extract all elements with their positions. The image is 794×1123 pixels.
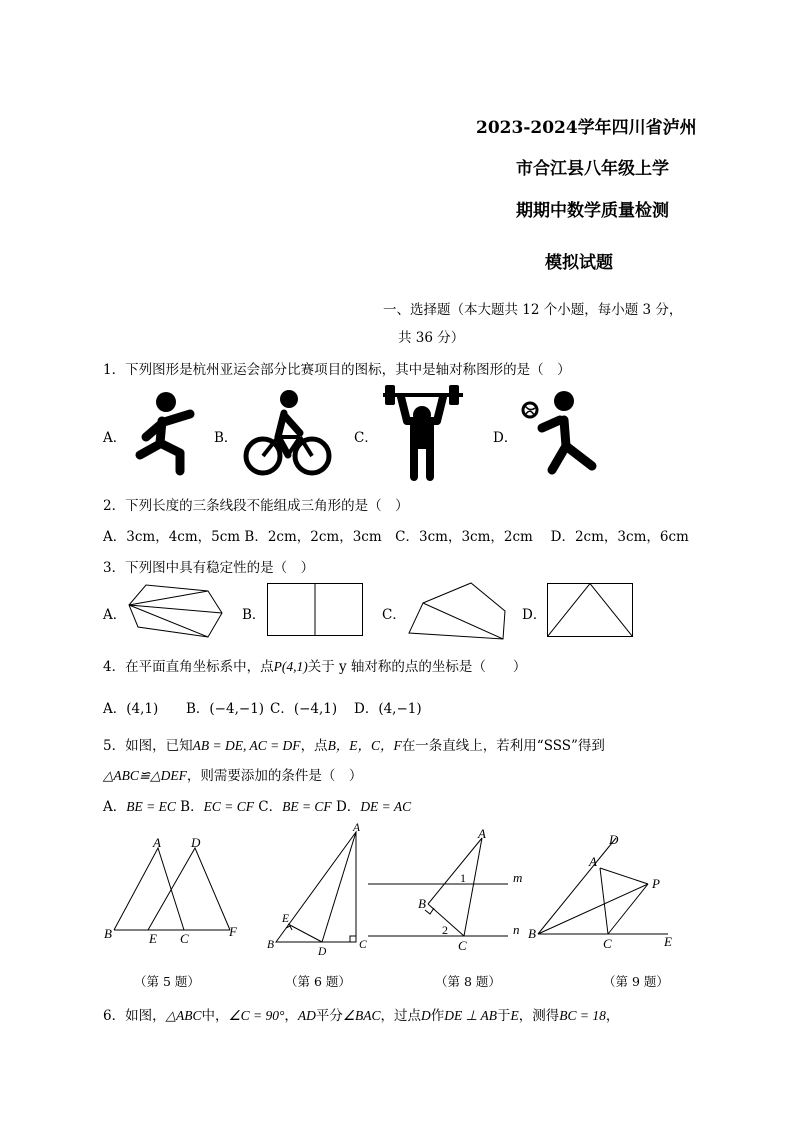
q4-point: P(4,1): [273, 659, 308, 674]
q5-options: [103, 795, 411, 815]
volleyball-icon: [520, 390, 598, 476]
q6-stem-e: ，过点: [380, 1008, 421, 1024]
q3-shape-c: [405, 581, 507, 641]
q3-label-c: C．: [382, 607, 406, 623]
fig6-label-d: D: [318, 946, 327, 958]
fig9-label-b: B: [528, 926, 536, 941]
fig5-label-f: F: [229, 924, 237, 939]
q4-stem-b: 关于 y 轴对称的点的坐标是（ ）: [307, 659, 527, 675]
fig8-angle-2: 2: [442, 923, 448, 937]
q6-ad: AD: [297, 1008, 316, 1023]
q4-option-d: D．(4,−1): [354, 701, 422, 717]
q3-stem: 3．下列图中具有稳定性的是（ ）: [103, 560, 315, 576]
q6-perpendicular: DE ⊥ AB: [444, 1008, 497, 1023]
q5-option-d-label: D．: [331, 799, 361, 815]
figure-8: [368, 826, 533, 956]
q2-options: A．3cm，4cm，5cm B．2cm，2cm，3cm C．3cm，3cm，2cm D．2cm，3cm，6cm: [103, 529, 689, 545]
q6-stem-f: 作: [430, 1008, 445, 1024]
fig8-label-c: C: [458, 938, 467, 953]
q1-label-c: C．: [354, 430, 378, 446]
q4-option-a: A．(4,1): [103, 701, 159, 717]
q5-congruence: △ABC≌△DEF: [103, 768, 187, 783]
fig5-label-b: B: [104, 926, 112, 941]
fig9-label-c: C: [603, 936, 612, 951]
q6-stem-a: 6．如图，: [103, 1008, 166, 1024]
fig8-angle-1: 1: [460, 871, 466, 885]
fig9-caption: （第 9 题）: [603, 974, 669, 989]
fig8-label-a: A: [478, 826, 486, 841]
q6-bc: BC = 18: [559, 1008, 606, 1023]
title-line-2: 市合江县八年级上学: [516, 159, 669, 179]
q5-option-a-label: A．: [103, 799, 127, 815]
q6-stem-g: 于: [496, 1008, 511, 1024]
q4-option-c: C．(−4,1): [270, 701, 338, 717]
q5-stem-b: ，点: [300, 738, 328, 754]
fig6-caption: （第 6 题）: [285, 974, 351, 989]
fig9-label-e: E: [664, 934, 672, 949]
q6-stem-c: ，: [284, 1008, 298, 1024]
fig9-label-p: P: [652, 876, 660, 891]
q4-stem-a: 4．在平面直角坐标系中，点: [103, 659, 274, 675]
fig8-label-b: B: [418, 896, 426, 911]
q1-label-d: D．: [493, 430, 518, 446]
q3-shape-a: [126, 583, 224, 639]
q1-label-a: A．: [103, 430, 127, 446]
q6-stem-d: 平分: [315, 1008, 343, 1024]
figure-6: [262, 822, 374, 958]
football-icon: [132, 391, 198, 477]
q6-point-d: D: [420, 1008, 431, 1023]
fig5-label-d: D: [191, 835, 201, 850]
q3-shape-b: [267, 583, 365, 637]
fig9-label-a: A: [589, 854, 597, 869]
fig5-label-c: C: [180, 931, 189, 946]
fig6-label-e: E: [282, 913, 290, 925]
q5-option-b: EC = CF: [203, 799, 254, 814]
q4-option-b: B．(−4,−1): [186, 701, 265, 717]
q6-triangle: △ABC: [165, 1008, 202, 1023]
section-heading-line-1: 一、选择题（本大题共 12 个小题，每小题 3 分，: [383, 302, 683, 318]
q5-stem-d: ，则需要添加的条件是（ ）: [186, 768, 363, 784]
q6-stem-h: ，测得: [518, 1008, 560, 1024]
fig5-label-e: E: [149, 931, 157, 946]
fig6-label-a: A: [353, 822, 361, 834]
title-line-4: 模拟试题: [545, 253, 613, 273]
q6-bac: ∠BAC: [342, 1008, 381, 1023]
q5-stem-line-1: [103, 734, 605, 754]
q6-stem-i: ，: [605, 1008, 620, 1024]
figure-9: [528, 826, 688, 956]
q5-option-c-label: C．: [253, 799, 283, 815]
q6-point-e: E: [510, 1008, 519, 1023]
q5-option-b-label: B．: [175, 799, 204, 815]
weightlifting-icon: [381, 385, 465, 483]
fig8-label-m: m: [513, 870, 523, 885]
fig5-caption: （第 5 题）: [134, 974, 200, 989]
q6-stem-b: 中，: [201, 1008, 229, 1024]
q5-option-a: BE = EC: [126, 799, 176, 814]
q6-angle: ∠C = 90°: [228, 1008, 285, 1023]
figure-5: [100, 830, 245, 950]
q3-shape-d: [547, 583, 635, 639]
fig8-caption: （第 8 题）: [435, 974, 501, 989]
fig8-label-n: n: [513, 922, 520, 937]
q1-stem: 1．下列图形是杭州亚运会部分比赛项目的图标，其中是轴对称图形的是（ ）: [103, 362, 571, 378]
q5-points: B，E，C，F: [327, 738, 402, 753]
fig9-label-d: D: [609, 832, 619, 847]
q5-condition: AB = DE, AC = DF: [192, 738, 301, 753]
fig5-label-a: A: [153, 835, 161, 850]
q3-label-b: B．: [242, 607, 266, 623]
q5-option-c: BE = CF: [282, 799, 332, 814]
title-line-3: 期期中数学质量检测: [516, 201, 669, 221]
section-heading-line-2: 共 36 分）: [398, 330, 465, 346]
q4-stem: [103, 655, 526, 675]
q5-stem-a: 5．如图，已知: [103, 738, 193, 754]
fig6-label-c: C: [359, 939, 367, 951]
q5-stem-c: 在一条直线上，若利用“SSS”得到: [401, 738, 605, 754]
q5-option-d: DE = AC: [360, 799, 412, 814]
q3-label-d: D．: [522, 607, 547, 623]
q6-stem: [103, 1004, 619, 1024]
q5-stem-line-2: [103, 764, 362, 784]
fig6-label-b: B: [267, 939, 275, 951]
title-line-1: 2023-2024学年四川省泸州: [476, 118, 697, 138]
q2-stem: 2．下列长度的三条线段不能组成三角形的是（ ）: [103, 498, 409, 514]
q3-label-a: A．: [103, 607, 127, 623]
cycling-icon: [242, 389, 334, 479]
q1-label-b: B．: [214, 430, 238, 446]
